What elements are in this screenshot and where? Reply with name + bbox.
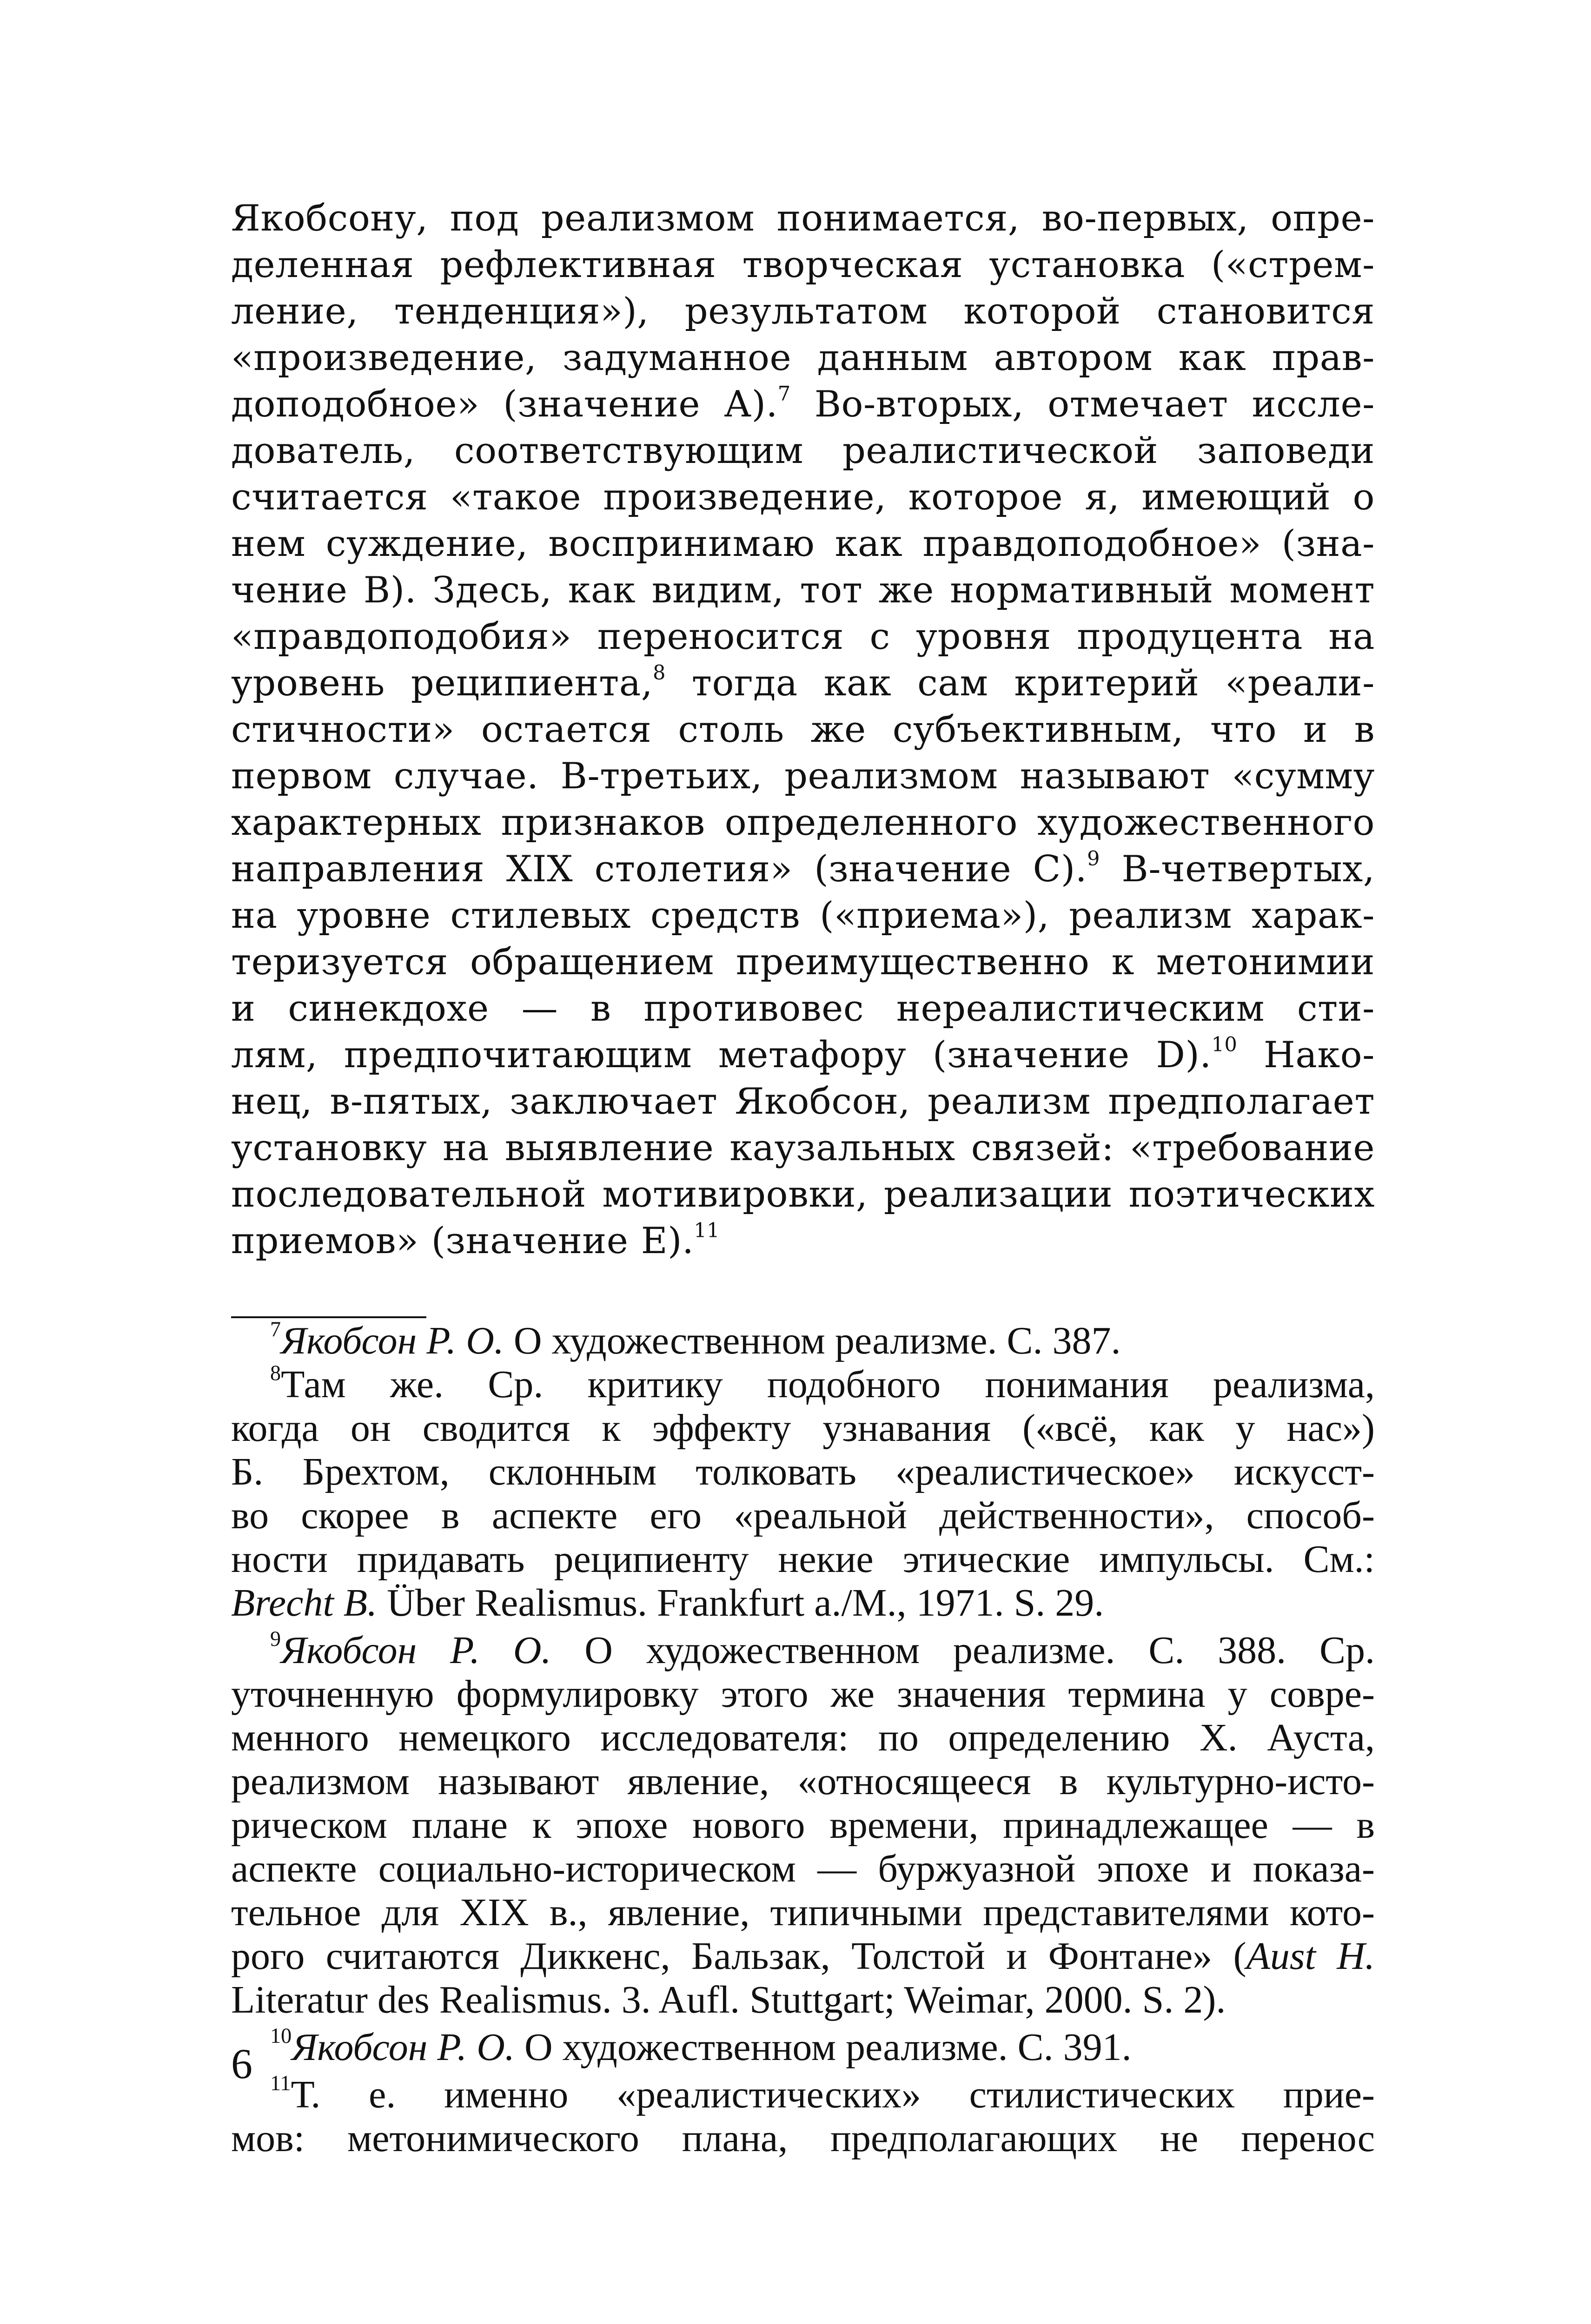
- footnote-9-line: тельное для XIX в., явление, типичными представителями кото-: [231, 1891, 1375, 1934]
- text-segment: приемов» (значение Е).: [231, 1220, 694, 1262]
- footnote-9-line: реализмом называют явление, «относящееся в культурно-исто-: [231, 1760, 1375, 1803]
- text-line: «произведение, задуманное данным автором как прав-: [231, 337, 1375, 379]
- text-line: нем суждение, воспринимаю как правдоподобное» (зна-: [231, 523, 1375, 565]
- text-line: теризуется обращением преимущественно к метонимии: [231, 941, 1375, 983]
- footnote-7: [231, 1319, 1375, 1363]
- footnote-text: Там же. Ср. критику подобного понимания реализма,: [281, 1363, 1375, 1406]
- footnote-9-line: аспекте социально-историческом — буржуазной эпохе и показа-: [231, 1847, 1375, 1890]
- text-line: первом случае. В-третьих, реализмом называют «сумму: [231, 755, 1375, 797]
- note-ref-8: 8: [653, 661, 666, 685]
- text-line: нец, в-пятых, заключает Якобсон, реализм предполагает: [231, 1081, 1375, 1122]
- footnote-9-line: рическом плане к эпохе нового времени, принадлежащее — в: [231, 1803, 1375, 1847]
- footnote-9-line: [231, 1934, 1375, 1978]
- text-line: последовательной мотивировки, реализации поэтических: [231, 1174, 1375, 1215]
- footnote-8-line: когда он сводится к эффекту узнавания («всё, как у нас»): [231, 1406, 1375, 1450]
- footnote-text: Т. е. именно «реалистических» стилистических прие-: [291, 2073, 1375, 2116]
- text-segment: лям, предпочитающим метафору (значение D).: [231, 1034, 1212, 1076]
- footnote-8-line: [231, 1581, 1375, 1625]
- footnote-9-line: уточненную формулировку этого же значения термина у совре-: [231, 1672, 1375, 1716]
- note-ref-7: 7: [777, 382, 791, 406]
- footnote-11-line: мов: метонимического плана, предполагающих не перенос: [231, 2117, 1375, 2160]
- footnote-text: О художественном реализме. С. 387.: [504, 1319, 1121, 1362]
- footnote-author: Якобсон Р. О.: [281, 1629, 551, 1672]
- footnote-author: Brecht B.: [231, 1581, 378, 1624]
- footnote-8-line: во скорее в аспекте его «реальной действенности», способ-: [231, 1494, 1375, 1537]
- note-ref-10: 10: [1211, 1033, 1238, 1056]
- text-segment: доподобное» (значение А).: [231, 383, 778, 425]
- note-ref-11: 11: [694, 1219, 720, 1242]
- footnote-8-line: ности придавать реципиенту некие этические импульсы. См.:: [231, 1538, 1375, 1581]
- text-segment: Во-вторых, отмечает иссле-: [790, 383, 1375, 425]
- footnote-8-line: [231, 1363, 1375, 1406]
- footnote-9-line: [231, 1629, 1375, 1672]
- text-line: установку на выявление каузальных связей: «требование: [231, 1127, 1375, 1169]
- text-line: ление, тенденция»), результатом которой становится: [231, 290, 1375, 332]
- text-line: дователь, соответствующим реалистической заповеди: [231, 430, 1375, 472]
- text-line: [231, 660, 1375, 706]
- text-line: Якобсону, под реализмом понимается, во-первых, опре-: [231, 198, 1375, 239]
- text-line: и синекдохе — в противовес нереалистическим сти-: [231, 988, 1375, 1030]
- text-line: чение В). Здесь, как видим, тот же нормативный момент: [231, 569, 1375, 611]
- footnote-text: О художественном реализме. С. 388. Ср.: [551, 1629, 1375, 1672]
- footnotes-block: [231, 1319, 1375, 2160]
- footnote-author: Aust H.: [1246, 1934, 1375, 1978]
- text-line: [231, 381, 1375, 428]
- footnote-text: Über Realismus. Frankfurt a./M., 1971. S. 29.: [377, 1581, 1104, 1624]
- page-number: 6: [231, 2040, 252, 2087]
- note-ref-9: 9: [1087, 847, 1100, 871]
- footnote-number: 10: [270, 2024, 292, 2048]
- footnote-divider: [231, 1316, 426, 1318]
- footnote-8-line: Б. Брехтом, склонным толковать «реалистическое» искусст-: [231, 1450, 1375, 1493]
- text-line: [231, 1218, 1375, 1264]
- text-segment: направления XIX столетия» (значение С).: [231, 848, 1087, 890]
- text-segment: В-четвертых,: [1100, 848, 1375, 890]
- footnote-text: рого считаются Диккенс, Бальзак, Толстой и Фонтане» (: [231, 1934, 1246, 1978]
- footnote-11-line: [231, 2073, 1375, 2117]
- text-line: [231, 846, 1375, 892]
- footnote-author: Якобсон Р. О.: [281, 1319, 504, 1362]
- footnote-number: 9: [270, 1627, 281, 1651]
- text-line: характерных признаков определенного художественного: [231, 802, 1375, 844]
- footnote-number: 7: [270, 1317, 281, 1341]
- footnote-text: О художественном реализме. С. 391.: [514, 2026, 1132, 2069]
- text-line: деленная рефлективная творческая установка («стрем-: [231, 244, 1375, 286]
- footnote-author: Якобсон Р. О.: [292, 2026, 515, 2069]
- text-line: считается «такое произведение, которое я, имеющий о: [231, 476, 1375, 518]
- footnote-9-line: Literatur des Realismus. 3. Aufl. Stuttgart; Weimar, 2000. S. 2).: [231, 1978, 1226, 2021]
- footnote-number: 11: [270, 2071, 291, 2095]
- text-line: «правдоподобия» переносится с уровня продуцента на: [231, 616, 1375, 658]
- footnote-9-line: менного немецкого исследователя: по определению Х. Ауста,: [231, 1716, 1375, 1759]
- text-segment: уровень реципиента,: [231, 662, 653, 704]
- footnote-10: [231, 2026, 1375, 2069]
- text-line: на уровне стилевых средств («приема»), реализм харак-: [231, 895, 1375, 937]
- text-segment: тогда как сам критерий «реали-: [665, 662, 1375, 704]
- footnote-number: 8: [270, 1361, 281, 1385]
- text-line: [231, 1032, 1375, 1078]
- main-text-block: [231, 195, 1375, 1264]
- text-segment: Нако-: [1237, 1034, 1375, 1076]
- text-line: стичности» остается столь же субъективным, что и в: [231, 709, 1375, 751]
